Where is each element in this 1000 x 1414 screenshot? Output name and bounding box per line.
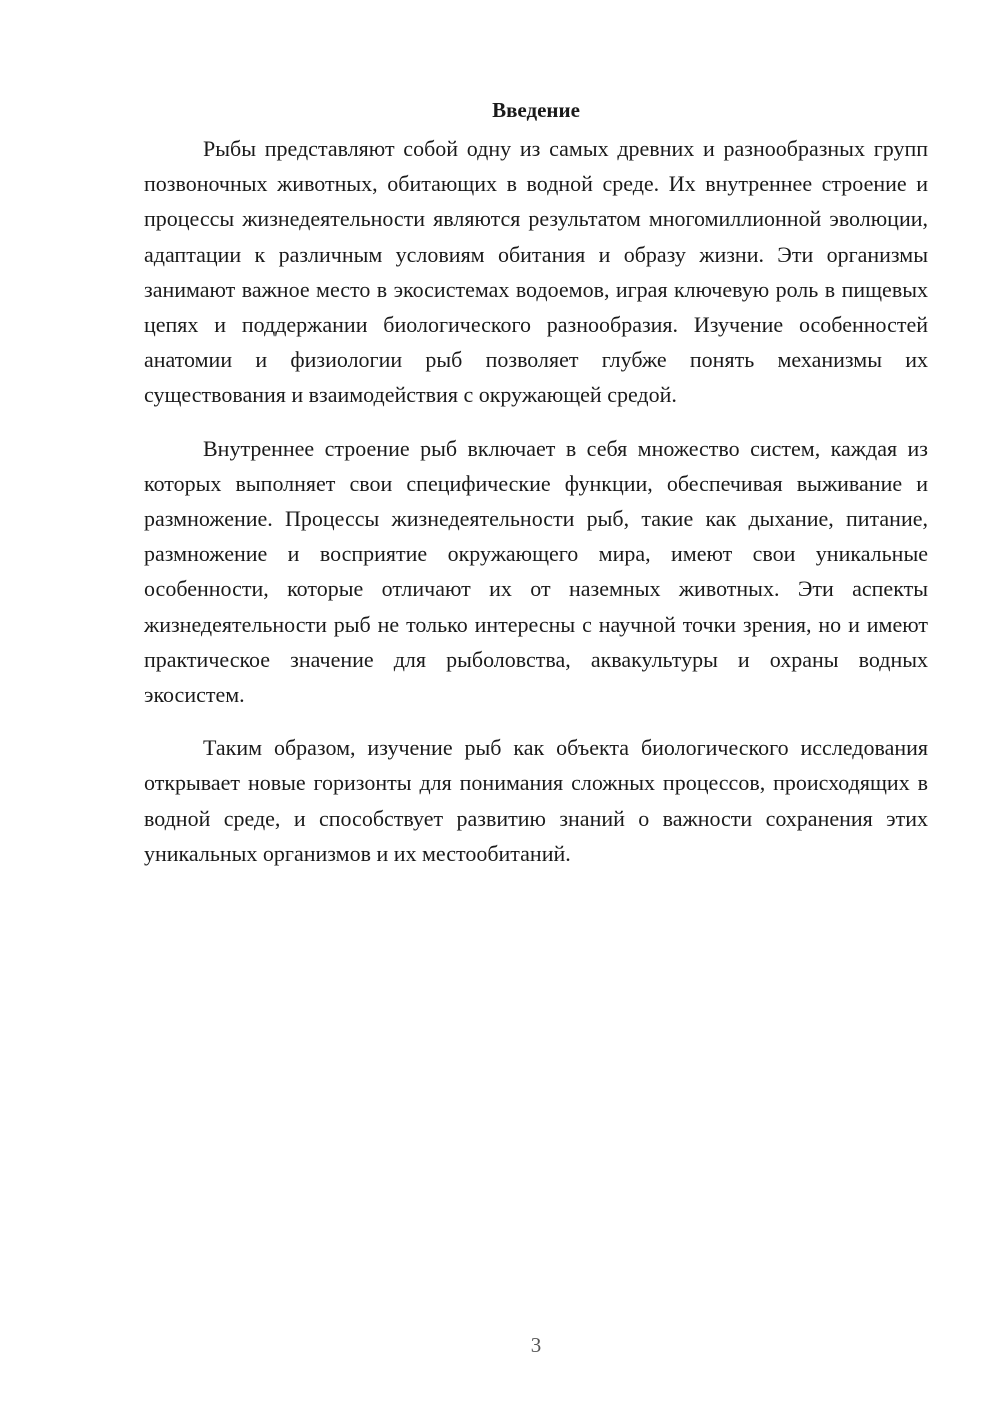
paragraph-1: Рыбы представляют собой одну из самых древних и разнообразных групп позвоночных животных, обитающих в водной среде. Их внутреннее строение и процессы жизнедеятельности являются результатом многомиллионной эволюции, адаптации к различным условиям обитания и образу жизни. Эти организмы занимают важное место в экосистемах водоемов, играя ключевую роль в пищевых цепях и поддержании биологического разнообразия. Изучение особенностей анатомии и физиологии рыб позволяет глубже понять механизмы их существования и взаимодействия с окружающей средой. <box>144 136 928 408</box>
paragraph-2: Внутреннее строение рыб включает в себя множество систем, каждая из которых выполняет свои специфические функции, обеспечивая выживание и размножение. Процессы жизнедеятельности рыб, такие как дыхание, питание, размножение и восприятие окружающего мира, имеют свои уникальные особенности, которые отличают их от наземных животных. Эти аспекты жизнедеятельности рыб не только интересны с научной точки зрения, но и имеют практическое значение для рыболовства, аквакультуры и охраны водных экосистем. <box>144 435 928 708</box>
document-body <box>144 92 928 871</box>
page-number: 3 <box>530 1333 542 1357</box>
section-heading: Введение <box>492 98 580 122</box>
paragraph-3: Таким образом, изучение рыб как объекта биологического исследования открывает новые горизонты для понимания сложных процессов, происходящих в водной среде, и способствует развитию знаний о важности сохранения этих уникальных организмов и их местообитаний. <box>144 735 928 866</box>
